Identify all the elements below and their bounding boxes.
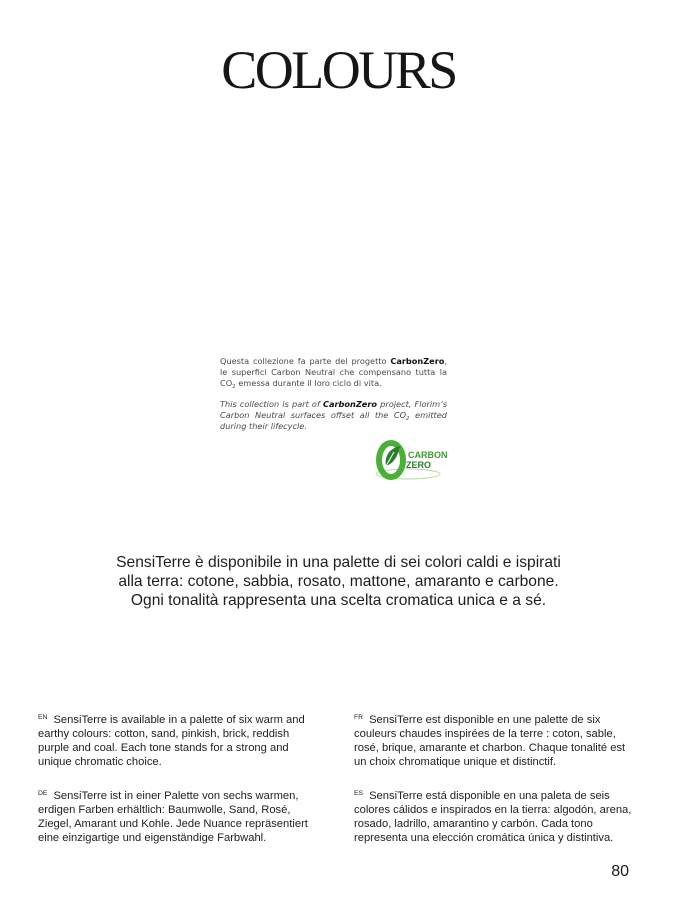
carbonzero-brand: CarbonZero	[322, 399, 378, 409]
translation-text: SensiTerre is available in a palette of six warm and earthy colours: cotton, sand, pinkish, brick, reddish purple and coal. Each tone stands for a strong and unique chromatic choice.	[38, 714, 305, 768]
page-number: 80	[611, 863, 629, 880]
translation-fr	[354, 711, 636, 769]
carbonzero-note-english: This collection is part of CarbonZero project, Florim’s Carbon Neutral surfaces offset all the $CO_2$ emitted during their lifecycle.	[220, 399, 448, 431]
language-code: ES	[354, 790, 364, 797]
translation-text: SensiTerre est disponible en une palette de six couleurs chaudes inspirées de la terre : coton, sable, rosé, brique, amarante et charbon. Chaque tonalité est un choix chromatique unique et distinctif.	[354, 714, 626, 768]
translation-text: SensiTerre está disponible en una paleta de seis colores cálidos e inspirados en la tierra: algodón, arena, rosado, ladrillo, amarantino y carbón. Cada tono representa una elección cromática única y distintiva.	[354, 790, 632, 844]
language-code: FR	[354, 714, 364, 721]
translation-de	[38, 787, 310, 845]
leaf-in-zero-icon	[374, 438, 450, 482]
logo-word-carbon: CARBON	[408, 450, 448, 460]
carbonzero-brand: CarbonZero	[390, 356, 445, 366]
language-code: EN	[38, 714, 48, 721]
page-title: COLOURS	[221, 40, 456, 100]
intro-paragraph-italian: SensiTerre è disponibile in una palette di sei colori caldi e ispirati alla terra: cotone, sabbia, rosato, mattone, amaranto e carbone. Ogni tonalità rappresenta una scelta cromatica unica e a sé.	[116, 554, 561, 609]
language-code: DE	[38, 790, 48, 797]
translation-en	[38, 711, 310, 769]
carbonzero-logo	[374, 438, 450, 482]
translation-text: SensiTerre ist in einer Palette von sechs warmen, erdigen Farben erhältlich: Baumwolle, Sand, Rosé, Ziegel, Amarant und Kohle. Jede Nuance repräsentiert eine einzigartige und eigenständige Farbwahl.	[38, 790, 308, 844]
translation-es	[354, 787, 636, 845]
logo-word-zero: ZERO	[406, 460, 432, 470]
carbonzero-note-italian: Questa collezione fa parte del progetto CarbonZero, le superfici Carbon Neutral che compensano tutta la $CO_2$ emessa durante il loro ciclo di vita.	[220, 356, 447, 390]
